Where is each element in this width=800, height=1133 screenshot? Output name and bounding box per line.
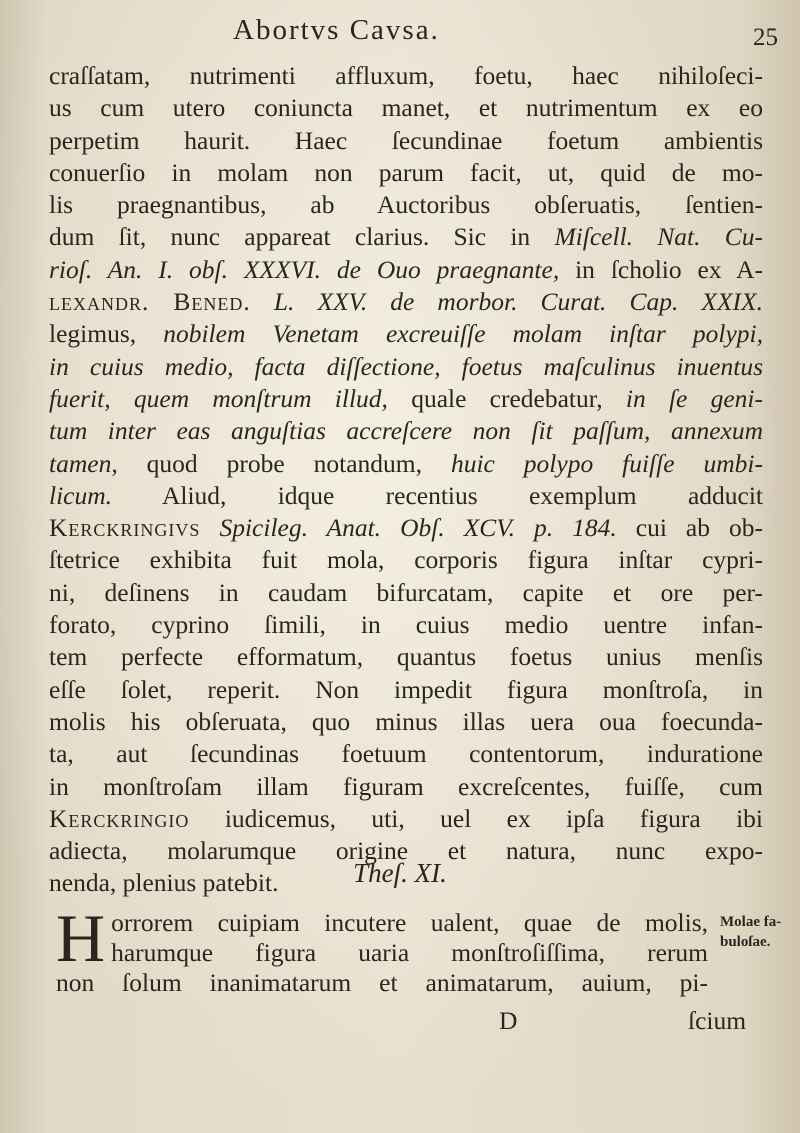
text-line: ni, deſinens in caudam bifurcatam, capite et ore per-	[49, 577, 763, 607]
thesis-heading: Theſ. XI.	[353, 858, 447, 888]
text-line	[49, 221, 763, 253]
citation-italic: rioſ. An. I. obſ. XXXVI. de Ouo praegnante,	[49, 254, 560, 284]
author-name: lexandr. Bened.	[49, 287, 251, 317]
marginal-note-line: buloſae.	[720, 934, 771, 950]
text-line: eſſe ſolet, reperit. Non impedit figura monſtroſa, in	[49, 674, 763, 704]
page-number: 25	[753, 24, 778, 51]
text-line	[49, 448, 763, 480]
text-line: adiecta, molarumque origine et natura, nunc expo-	[49, 836, 763, 866]
text-line: lis praegnantibus, ab Auctoribus obſeruatis, ſentien-	[49, 190, 763, 220]
text-line: nenda, plenius patebit.	[49, 868, 279, 898]
text-line	[49, 318, 763, 350]
text-line	[49, 803, 763, 835]
running-title: Abortvs Cavsa.	[233, 14, 440, 46]
text-fragment: Aliud, idque recentius exemplum adducit	[161, 480, 763, 510]
text-line: forato, cyprino ſimili, in cuius medio uentre infan-	[49, 610, 763, 640]
text-line: conuerſio in molam non parum facit, ut, quid de mo-	[49, 157, 763, 187]
text-line: craſſatam, nutrimenti affluxum, foetu, haec nihiloſeci-	[49, 61, 763, 90]
citation-italic: L. XXV. de morbor. Curat. Cap. XXIX.	[273, 287, 763, 317]
text-line: harumque figura uaria monſtroſiſſima, rerum	[111, 938, 708, 967]
marginal-note	[720, 912, 798, 952]
author-name: Kerckringio	[49, 803, 190, 833]
text-fragment: legimus,	[49, 319, 137, 349]
text-line: ſtetrice exhibita fuit mola, corporis figura inſtar cypri-	[49, 545, 763, 575]
quotation-italic: in ſe geni-	[625, 383, 764, 413]
body-paragraph	[49, 60, 763, 900]
text-line: ta, aut ſecundinas foetuum contentorum, induratione	[49, 739, 763, 769]
text-fragment: in ſcholio ex A-	[575, 254, 763, 284]
drop-cap-letter: H	[56, 900, 106, 976]
text-fragment: cui ab ob-	[635, 513, 764, 543]
text-line	[49, 480, 763, 512]
citation-italic: Spicileg. Anat. Obſ. XCV. p. 184.	[219, 513, 617, 543]
text-fragment: dum ſit, nunc appareat clarius. Sic in	[49, 222, 531, 252]
text-line: perpetim haurit. Haec ſecundinae foetum ambientis	[49, 125, 763, 155]
text-line: us cum utero coniuncta manet, et nutrimentum ex eo	[49, 93, 763, 123]
author-name: Kerckringivs	[49, 513, 201, 543]
text-line: orrorem cuipiam incutere ualent, quae de molis,	[111, 908, 708, 937]
text-fragment: quod probe notandum,	[146, 448, 422, 478]
quotation-italic: fuerit, quem monſtrum illud,	[49, 383, 388, 413]
text-line	[49, 383, 763, 415]
signature-mark: D	[499, 1006, 518, 1035]
quotation-italic: tamen,	[49, 448, 118, 478]
text-fragment: quale credebatur,	[411, 383, 603, 413]
catchword: ſcium	[688, 1006, 747, 1035]
marginal-note-line: Molae fa-	[720, 914, 782, 930]
text-fragment: iudicemus, uti, uel ex ipſa figura ibi	[224, 803, 763, 833]
text-line: tum inter eas anguſtias accreſcere non ſit paſſum, annexum	[49, 416, 763, 446]
quotation-italic: licum.	[49, 480, 113, 510]
quotation-italic: huic polypo fuiſſe umbi-	[450, 448, 763, 478]
text-line	[49, 512, 763, 544]
text-line: tem perfecte efformatum, quantus foetus unius menſis	[49, 642, 763, 672]
text-line	[49, 254, 763, 286]
thesis-paragraph	[56, 900, 708, 998]
text-line: in monſtroſam illam figuram excreſcentes, fuiſſe, cum	[49, 771, 763, 801]
text-line: molis his obſeruata, quo minus illas uera oua foecunda-	[49, 706, 763, 736]
text-line: non ſolum inanimatarum et animatarum, auium, pi-	[56, 968, 708, 997]
quotation-italic: nobilem Venetam excreuiſſe molam inſtar polypi,	[163, 319, 763, 349]
citation-italic: Miſcell. Nat. Cu-	[554, 222, 764, 252]
text-line: in cuius medio, facta diſſectione, foetus maſculinus inuentus	[49, 351, 763, 381]
text-line	[49, 286, 763, 318]
